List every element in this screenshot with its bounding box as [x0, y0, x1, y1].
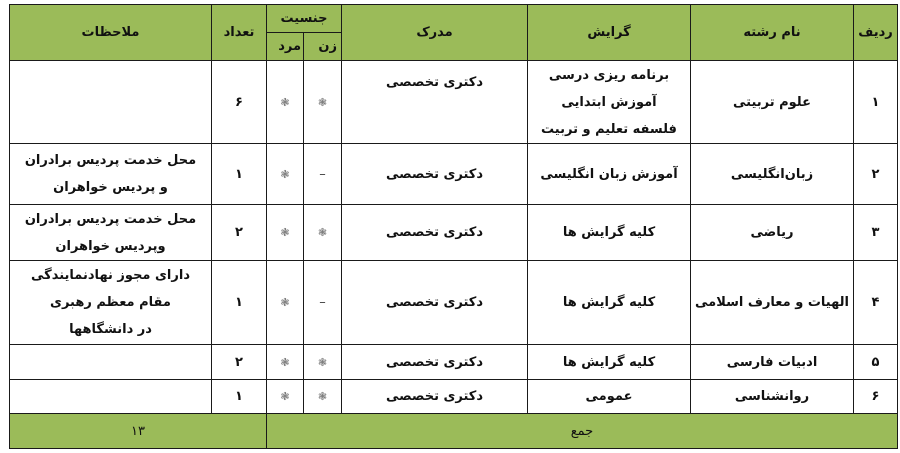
remarks-line: وپردیس خواهران	[55, 238, 166, 254]
female-mark	[304, 345, 342, 380]
count: ۲	[212, 205, 267, 261]
female-mark	[304, 144, 342, 205]
table-row	[10, 261, 898, 345]
asterisk-icon: ❃	[317, 95, 328, 109]
remarks	[10, 205, 212, 261]
degree: دکتری تخصصی	[342, 261, 528, 345]
remarks-line: و پردیس خواهران	[53, 180, 168, 195]
asterisk-icon: ❃	[317, 226, 328, 239]
degree: دکتری تخصصی	[342, 61, 528, 144]
remarks	[10, 144, 212, 205]
count: ۲	[212, 345, 267, 380]
faculty-recruitment-table	[9, 4, 898, 449]
row-number: ۳	[854, 205, 898, 261]
header-gender: جنسیت	[267, 5, 342, 33]
asterisk-icon: ❃	[280, 296, 290, 309]
header-gender-male: مرد	[267, 33, 304, 61]
header-count: تعداد	[212, 5, 267, 61]
asterisk-icon: ❃	[280, 167, 290, 181]
specialization	[528, 61, 691, 144]
count: ۱	[212, 380, 267, 414]
asterisk-icon: ❃	[280, 226, 290, 239]
specialization: کلیه گرایش ها	[528, 205, 691, 261]
degree: دکتری تخصصی	[342, 205, 528, 261]
female-mark	[304, 261, 342, 345]
row-number: ۵	[854, 345, 898, 380]
male-mark	[267, 61, 304, 144]
degree: دکتری تخصصی	[342, 380, 528, 414]
specialization-line: برنامه ریزی درسی	[548, 67, 670, 83]
header-remarks: ملاحظات	[10, 5, 212, 61]
row-number: ۶	[854, 380, 898, 414]
header-degree: مدرک	[342, 5, 528, 61]
remarks-line: مقام معظم رهبری	[50, 295, 171, 310]
remarks-line: در دانشگاهها	[69, 322, 152, 337]
asterisk-icon: ❃	[280, 355, 290, 369]
field-name: روانشناسی	[691, 380, 854, 414]
header-gender-female: زن	[304, 33, 342, 61]
specialization: کلیه گرایش ها	[528, 261, 691, 345]
table-row	[10, 205, 898, 261]
field-name: زبان‌انگلیسی	[691, 144, 854, 205]
specialization-line: فلسفه تعلیم و تربیت	[541, 121, 677, 137]
remarks-line: محل خدمت پردیس برادران	[24, 211, 197, 227]
dash-icon: –	[319, 166, 326, 182]
specialization: عمومی	[528, 380, 691, 414]
asterisk-icon: ❃	[317, 355, 328, 369]
female-mark	[304, 380, 342, 414]
asterisk-icon: ❃	[317, 390, 328, 403]
total-row	[10, 414, 898, 449]
table-row	[10, 380, 898, 414]
header-row-no: ردیف	[854, 5, 898, 61]
table-row	[10, 144, 898, 205]
total-value: ۱۳	[10, 414, 267, 449]
remarks-line: محل خدمت پردیس برادران	[24, 153, 197, 168]
count: ۶	[212, 61, 267, 144]
male-mark	[267, 205, 304, 261]
header-specialization: گرایش	[528, 5, 691, 61]
female-mark	[304, 205, 342, 261]
specialization-line: آموزش ابتدایی	[561, 94, 657, 110]
header-field-name: نام رشته	[691, 5, 854, 61]
male-mark	[267, 144, 304, 205]
dash-icon: –	[319, 295, 326, 310]
table-row	[10, 61, 898, 144]
field-name: ریاضی	[691, 205, 854, 261]
remarks	[10, 380, 212, 414]
remarks	[10, 61, 212, 144]
asterisk-icon: ❃	[280, 95, 290, 109]
remarks-line: دارای مجوز نهادنمایندگی	[31, 268, 190, 283]
field-name: الهیات و معارف اسلامی	[691, 261, 854, 345]
male-mark	[267, 261, 304, 345]
degree: دکتری تخصصی	[342, 144, 528, 205]
row-number: ۲	[854, 144, 898, 205]
degree: دکتری تخصصی	[342, 345, 528, 380]
male-mark	[267, 345, 304, 380]
count: ۱	[212, 261, 267, 345]
count: ۱	[212, 144, 267, 205]
table-row	[10, 345, 898, 380]
remarks	[10, 261, 212, 345]
row-number: ۱	[854, 61, 898, 144]
female-mark	[304, 61, 342, 144]
total-label: جمع	[267, 414, 898, 449]
field-name: ادبیات فارسی	[691, 345, 854, 380]
row-number: ۴	[854, 261, 898, 345]
remarks	[10, 345, 212, 380]
specialization: کلیه گرایش ها	[528, 345, 691, 380]
asterisk-icon: ❃	[280, 390, 290, 403]
male-mark	[267, 380, 304, 414]
field-name: علوم تربیتی	[691, 61, 854, 144]
specialization: آموزش زبان انگلیسی	[528, 144, 691, 205]
